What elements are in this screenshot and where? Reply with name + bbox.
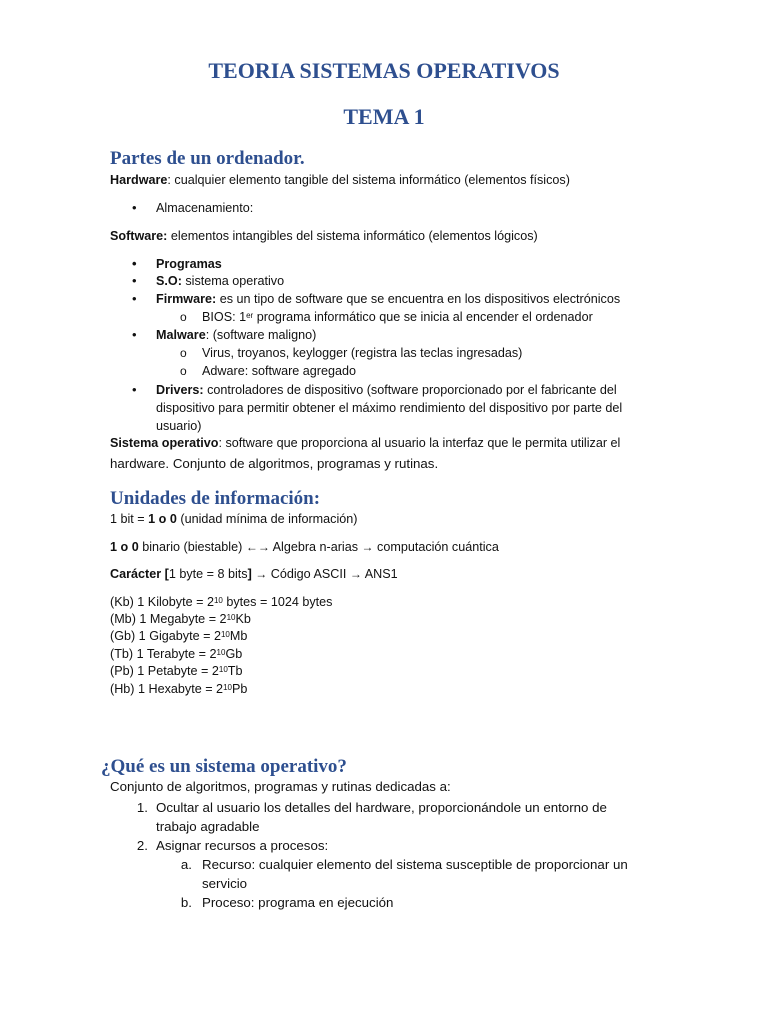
list-item-malware — [156, 327, 316, 344]
unit-line — [110, 681, 247, 698]
unit-post: Gb — [225, 647, 243, 661]
drivers-line-2: dispositivo para permitir obtener el máximo rendimiento del dispositivo por parte del — [156, 401, 623, 415]
cuantica-text: computación cuántica — [373, 540, 499, 554]
ans1-text: ANS1 — [361, 567, 398, 581]
sisop-line-1 — [110, 435, 620, 452]
binario-text: binario (biestable) — [138, 540, 246, 554]
unit-line — [110, 594, 332, 611]
bit-text-a: 1 bit = — [110, 512, 149, 526]
bit-line — [110, 511, 357, 528]
list-item-firmware — [156, 291, 620, 308]
section-heading-que-es: ¿Qué es un sistema operativo? — [101, 756, 347, 777]
unit-sup: 10 — [213, 596, 223, 605]
list-item-so — [156, 273, 284, 290]
list-item-asignar: Asignar recursos a procesos: — [156, 838, 329, 853]
software-label: Software: — [110, 229, 168, 243]
unit-line — [110, 663, 242, 680]
unit-post: Mb — [229, 629, 248, 643]
unit-sup: 10 — [216, 648, 226, 657]
sisop-text-1: : software que proporciona al usuario la interfaz que le permita utilizar el — [218, 436, 621, 450]
bit-text-b: 1 o 0 — [148, 512, 177, 526]
drivers-label: Drivers: — [156, 383, 204, 397]
list-item-ocultar-2: trabajo agradable — [156, 819, 260, 834]
unit-pre: (Kb) 1 Kilobyte = 2 — [110, 595, 214, 609]
list-letter: a. — [180, 857, 192, 872]
right-arrow-icon: → — [361, 540, 374, 554]
hardware-text: : cualquier elemento tangible del sistema informático (elementos físicos) — [167, 173, 570, 187]
unit-sup: 10 — [223, 683, 232, 692]
bios-sup: er — [246, 311, 254, 320]
ascii-text: Código ASCII — [267, 567, 350, 581]
malware-text: : (software maligno) — [205, 328, 317, 342]
document-subtitle: TEMA 1 — [343, 104, 425, 129]
list-letter: b. — [180, 895, 192, 910]
unit-post: Kb — [235, 612, 251, 626]
sublist-item-virus: o Virus, troyanos, keylogger (registra las teclas ingresadas) — [202, 345, 522, 362]
caracter-label: Carácter [ — [110, 567, 169, 581]
unit-sup: 10 — [218, 665, 228, 674]
unit-sup: 10 — [226, 613, 236, 622]
list-number: 1. — [136, 800, 148, 815]
bit-text-c: (unidad mínima de información) — [176, 512, 358, 526]
unit-post: Pb — [231, 682, 248, 696]
section-heading-partes: Partes de un ordenador. — [110, 148, 305, 169]
malware-label: Malware — [156, 328, 206, 342]
list-item-recurso-2: servicio — [202, 876, 248, 891]
software-text: elementos intangibles del sistema informático (elementos lógicos) — [167, 229, 538, 243]
unit-line — [110, 611, 251, 628]
unit-sup: 10 — [220, 630, 230, 639]
caracter-byte: 1 byte = 8 bits — [168, 567, 248, 581]
document-title: TEORIA SISTEMAS OPERATIVOS — [208, 58, 560, 83]
unit-pre: (Tb) 1 Terabyte = 2 — [110, 647, 217, 661]
unit-pre: (Gb) 1 Gigabyte = 2 — [110, 629, 221, 643]
hardware-line — [110, 172, 570, 189]
list-item-proceso: Proceso: programa en ejecución — [202, 895, 394, 910]
sisop-label: Sistema operativo — [110, 436, 219, 450]
list-item-drivers — [156, 382, 617, 399]
right-arrow-icon: → — [349, 567, 362, 581]
unit-line — [110, 646, 242, 663]
algebra-text: Algebra n-arias — [269, 540, 362, 554]
sublist-item-adware: o Adware: software agregado — [202, 363, 356, 380]
bios-text-b: programa informático que se inicia al encender el ordenador — [253, 310, 593, 324]
unit-post: bytes = 1024 bytes — [222, 595, 333, 609]
binario-line — [110, 539, 499, 556]
unit-post: Tb — [227, 664, 243, 678]
unit-pre: (Pb) 1 Petabyte = 2 — [110, 664, 219, 678]
drivers-line-1: controladores de dispositivo (software proporcionado por el fabricante del — [203, 383, 617, 397]
so-text: sistema operativo — [181, 274, 285, 288]
caracter-bracket: ] — [247, 567, 252, 581]
double-arrow-icon: ←→ — [245, 540, 270, 554]
so-label: S.O: — [156, 274, 182, 288]
intro-line: Conjunto de algoritmos, programas y rutinas dedicadas a: — [110, 779, 451, 794]
sisop-line-2: hardware. Conjunto de algoritmos, programas y rutinas. — [110, 456, 439, 471]
section-heading-unidades: Unidades de información: — [110, 488, 321, 509]
list-item-ocultar-1: Ocultar al usuario los detalles del hardware, proporcionándole un entorno de — [156, 800, 607, 815]
hardware-label: Hardware — [110, 173, 168, 187]
software-line — [110, 228, 538, 245]
firmware-label: Firmware: — [156, 292, 217, 306]
drivers-line-3: usuario) — [156, 419, 202, 433]
unit-pre: (Hb) 1 Hexabyte = 2 — [110, 682, 224, 696]
sublist-item-bios — [202, 309, 593, 326]
unit-pre: (Mb) 1 Megabyte = 2 — [110, 612, 227, 626]
firmware-text: es un tipo de software que se encuentra en los dispositivos electrónicos — [216, 292, 621, 306]
bios-text-a: BIOS: 1 — [202, 310, 247, 324]
caracter-line — [110, 566, 398, 583]
list-item-almacenamiento: • Almacenamiento: — [156, 200, 253, 217]
list-number: 2. — [136, 838, 148, 853]
binario-bold: 1 o 0 — [110, 540, 139, 554]
right-arrow-icon: → — [255, 567, 268, 581]
list-item-programas: • Programas — [156, 256, 222, 273]
list-item-recurso-1: Recurso: cualquier elemento del sistema susceptible de proporcionar un — [202, 857, 628, 872]
unit-line — [110, 628, 247, 645]
